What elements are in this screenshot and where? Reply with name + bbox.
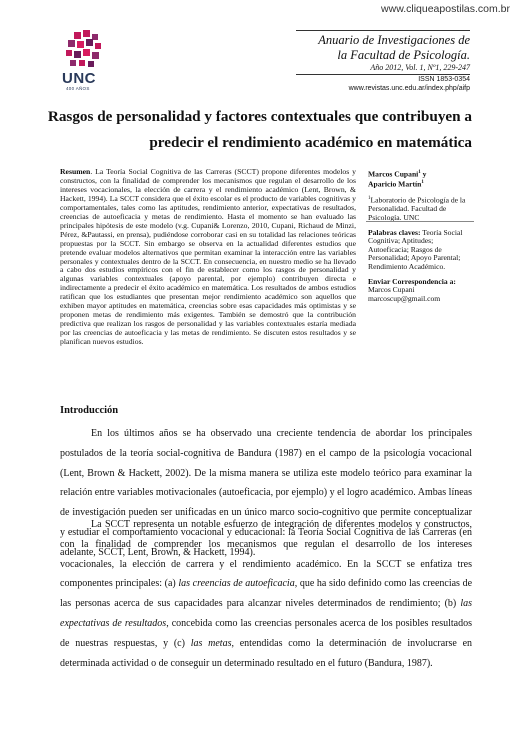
- journal-title-line2: la Facultad de Psicología.: [337, 47, 470, 62]
- author-2-sup: 1: [421, 180, 424, 186]
- affiliation: [368, 195, 473, 222]
- author-1: Marcos Cupani: [368, 169, 419, 179]
- p2-text-g: , entendidas como la determinación de involucrarse en determinada actividad o de conseguir un determinado resultado en el futuro (Bandura, 1987).: [60, 637, 473, 669]
- article-title-line2: predecir el rendimiento académico en matemática: [149, 134, 472, 151]
- intro-paragraph-1: En los últimos años se ha observado una creciente tendencia de abordar los principales postulados de la teoría social-cognitiva de Bandura (1987) en el campo de la psicología vocacional (Lent, Brown & Hackett, 2002). De la misma manera se utiliza este modelo teórico para examinar la relación entre variables motivacionales (autoeficacia, por ejemplo) y el logro académico. Ambas líneas de investigación pueden ser unificadas en un único marco socio-cognitivo que permite conceptualizar y estudiar el comportamiento vocacional y educacional: la Teoría Social Cognitiva de las Carreras (en adelante, SCCT, Lent, Brown, & Hackett, 1994).: [60, 428, 472, 558]
- logo-name: UNC: [62, 70, 96, 87]
- correspondence-label: Enviar Correspondencia a:: [368, 276, 456, 286]
- authors: [368, 169, 473, 189]
- p2-term-self-efficacy: las creencias de autoeficacia: [178, 578, 295, 590]
- author-2: Aparicio Martín: [368, 179, 422, 189]
- journal-website[interactable]: www.revistas.unc.edu.ar/index.php/aifp: [348, 85, 470, 92]
- intro-paragraph-2: [60, 515, 472, 673]
- abstract-label: Resumen: [60, 167, 91, 176]
- article-title-line1: Rasgos de personalidad y factores contextuales que contribuyen a: [47, 108, 472, 125]
- article-title: [32, 104, 472, 156]
- affiliation-sup: 1: [368, 196, 371, 202]
- p2-text-e: , concebida como las creencias personales acerca de los posibles resultados de nuestras respuestas, y (c): [60, 617, 473, 649]
- keywords: [368, 229, 473, 272]
- author-connector: y: [420, 169, 427, 179]
- journal-title: [270, 33, 470, 62]
- p2-term-outcome-expectations: las expectativas de resultados: [60, 598, 472, 629]
- sidebar-divider: [366, 221, 474, 222]
- abstract-text: . La Teoría Social Cognitiva de las Carreras (SCCT) propone diferentes modelos y constructos, con la finalidad de comprender los mecanismos que regulan el desarrollo de los intereses vocacionales, la elección de carrera y el rendimiento académico (Lent, Brown, & Hackett, 1994). La SCCT considera que el éxito escolar es el producto de variables cognitivas y comportamentales, tales como las aptitudes, rendimiento anterior, expectativas de resultados, creencias de autoeficacia y metas de rendimiento. Hasta el momento se han evaluado las principales hipótesis de este modelo (v.g. Cupani& Lorenzo, 2010, Cupani, Richaud de Minzi, Pérez, &Pautassi, en prensa), pudiéndose corroborar casi en su totalidad las relaciones teóricas propuestas por la SCCT. Sin embargo se observa en la actualidad diferentes estudios que pretende evaluar modelos alternativos que permitan examinar la interacción entre las variables personales y contextuales dentro de la SCCT. En consecuencia, en nuestro medio se ha llevado a cabo dos estudios empíricos con el fin de establecer como los rasgos de personalidad y algunas variables contextuales (apoyo parental, por ejemplo) contribuyen directa e indirectamente a predecir el éxito académico en matemática. Los resultados de ambos estudios ratifican que los estudiantes que presentan mejor rendimiento académico son aquellos que exhiben mayor aptitudes en matemática, creencias sobre esas capacidades más optimistas y se proponen metas de rendimiento más exigentes. También se demostró que la contribución predictiva que realizan los rasgos de personalidad y las variables contextuales estaría mediada por las creencias de autoeficacia y las metas de rendimiento. Se discuten estos resultados y se planifican nuevos estudios.: [60, 167, 356, 347]
- p2-text-c: , que ha sido definido como las creencias de las personas acerca de sus capacidades para alcanzar niveles determinados de rendimiento; (b): [60, 578, 473, 610]
- journal-issn: ISSN 1853-0354: [418, 76, 470, 83]
- abstract: [60, 168, 356, 347]
- correspondence-email[interactable]: marcoscup@gmail.com: [368, 293, 441, 303]
- author-1-sup: 1: [418, 170, 421, 175]
- header-rule-bottom: [296, 74, 470, 75]
- keywords-label: Palabras claves:: [368, 227, 421, 237]
- header-rule-top: [296, 30, 470, 31]
- affiliation-text: Laboratorio de Psicología de la Personalidad. Facultad de Psicología. UNC: [368, 195, 466, 222]
- correspondence: [368, 278, 473, 304]
- keywords-text: Teoría Social Cognitiva; Aptitudes; Autoeficacia; Rasgos de Personalidad; Apoyo Parental; Rendimiento Académico.: [368, 227, 463, 271]
- journal-title-line1: Anuario de Investigaciones de: [318, 33, 470, 47]
- journal-volume: Año 2012, Vol. 1, Nº1, 229-247: [370, 63, 470, 72]
- unc-logo-mark-icon: [60, 30, 112, 70]
- p2-term-goals: las metas: [190, 637, 232, 649]
- logo-subtitle: 400 AÑOS: [66, 86, 90, 91]
- author-sidebar: [368, 169, 473, 303]
- site-url[interactable]: www.cliqueapostilas.com.br: [381, 3, 510, 15]
- correspondence-name: Marcos Cupani: [368, 285, 415, 295]
- p2-text-a: La SCCT representa un notable esfuerzo de integración de diferentes modelos y constructos, con la finalidad de comprender los mecanismos que regulan el desarrollo de los intereses vocacionales, la elección de carrera y el rendimiento académico. En la SCCT se enfatiza tres componentes principales: (a): [60, 519, 472, 590]
- unc-logo: [60, 30, 112, 70]
- section-heading: Introducción: [60, 405, 119, 416]
